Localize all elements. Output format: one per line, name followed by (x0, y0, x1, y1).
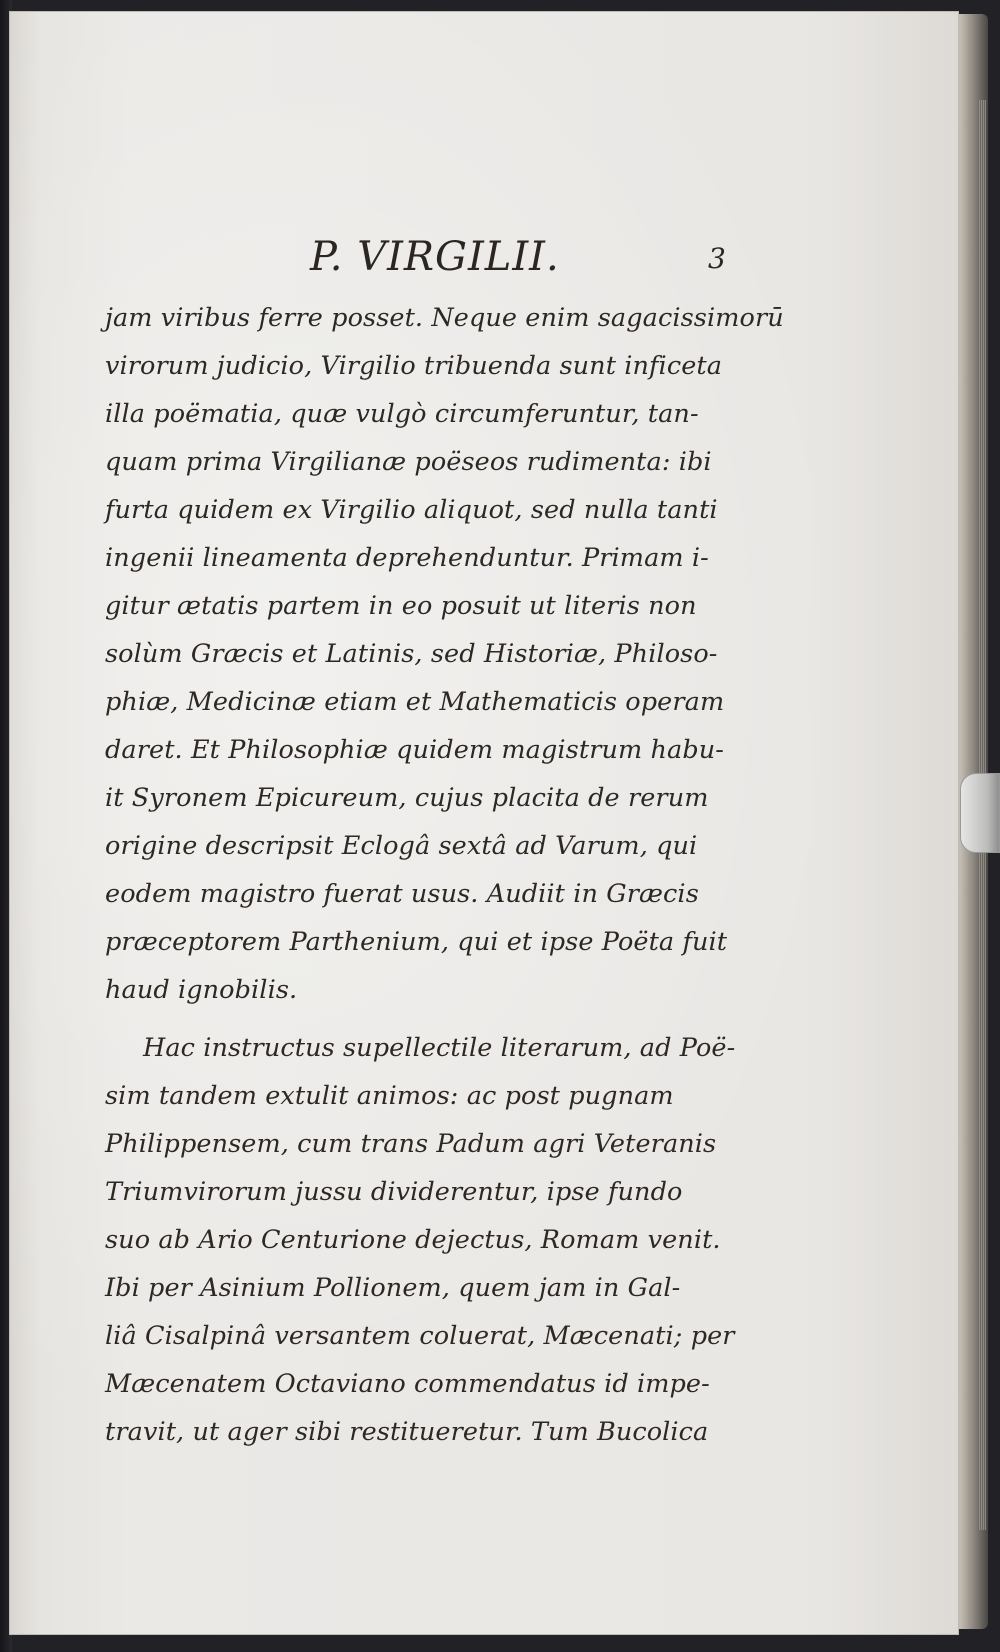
text-line: Ibi per Asinium Pollionem, quem jam in Gal- (105, 1273, 681, 1303)
text-line: sim tandem extulit animos: ac post pugnam (105, 1081, 674, 1111)
text-line: phiæ, Medicinæ etiam et Mathematicis operam (105, 687, 725, 717)
book-page (10, 12, 958, 1634)
text-line: furta quidem ex Virgilio aliquot, sed nulla tanti (105, 495, 718, 525)
text-line: it Syronem Epicureum, cujus placita de rerum (105, 783, 709, 813)
paragraph-start-line: Hac instructus supellectile literarum, ad Poë- (143, 1033, 736, 1063)
text-line: illa poëmatia, quæ vulgò circumferuntur, tan- (105, 399, 699, 429)
text-line: Philippensem, cum trans Padum agri Veteranis (105, 1129, 717, 1159)
text-line: præceptorem Parthenium, qui et ipse Poëta fuit (105, 927, 728, 957)
running-head-title: P. VIRGILII. (310, 234, 560, 280)
page-clip-tab (960, 773, 1000, 853)
text-line: liâ Cisalpinâ versantem coluerat, Mæcenati; per (105, 1321, 735, 1351)
text-line: virorum judicio, Virgilio tribuenda sunt inficeta (105, 351, 723, 381)
text-line: quam prima Virgilianæ poëseos rudimenta: ibi (105, 447, 712, 477)
text-line: solùm Græcis et Latinis, sed Historiæ, Philoso- (105, 639, 718, 669)
text-line: haud ignobilis. (105, 975, 298, 1005)
text-line: travit, ut ager sibi restitueretur. Tum Bucolica (105, 1417, 709, 1447)
text-line: suo ab Ario Centurione dejectus, Romam venit. (105, 1225, 721, 1255)
running-head (10, 234, 958, 294)
text-line: ingenii lineamenta deprehenduntur. Primam i- (105, 543, 709, 573)
text-line: Mæcenatem Octaviano commendatus id impe- (105, 1369, 710, 1399)
text-line: gitur ætatis partem in eo posuit ut literis non (105, 591, 697, 621)
text-line: jam viribus ferre posset. Neque enim sagacissimorū (105, 303, 784, 333)
text-line: eodem magistro fuerat usus. Audiit in Græcis (105, 879, 699, 909)
text-line: daret. Et Philosophiæ quidem magistrum habu- (105, 735, 724, 765)
body-text (105, 294, 784, 1456)
text-line: Triumvirorum jussu dividerentur, ipse fundo (105, 1177, 683, 1207)
page-number: 3 (708, 242, 726, 275)
text-line: origine descripsit Eclogâ sextâ ad Varum, qui (105, 831, 698, 861)
